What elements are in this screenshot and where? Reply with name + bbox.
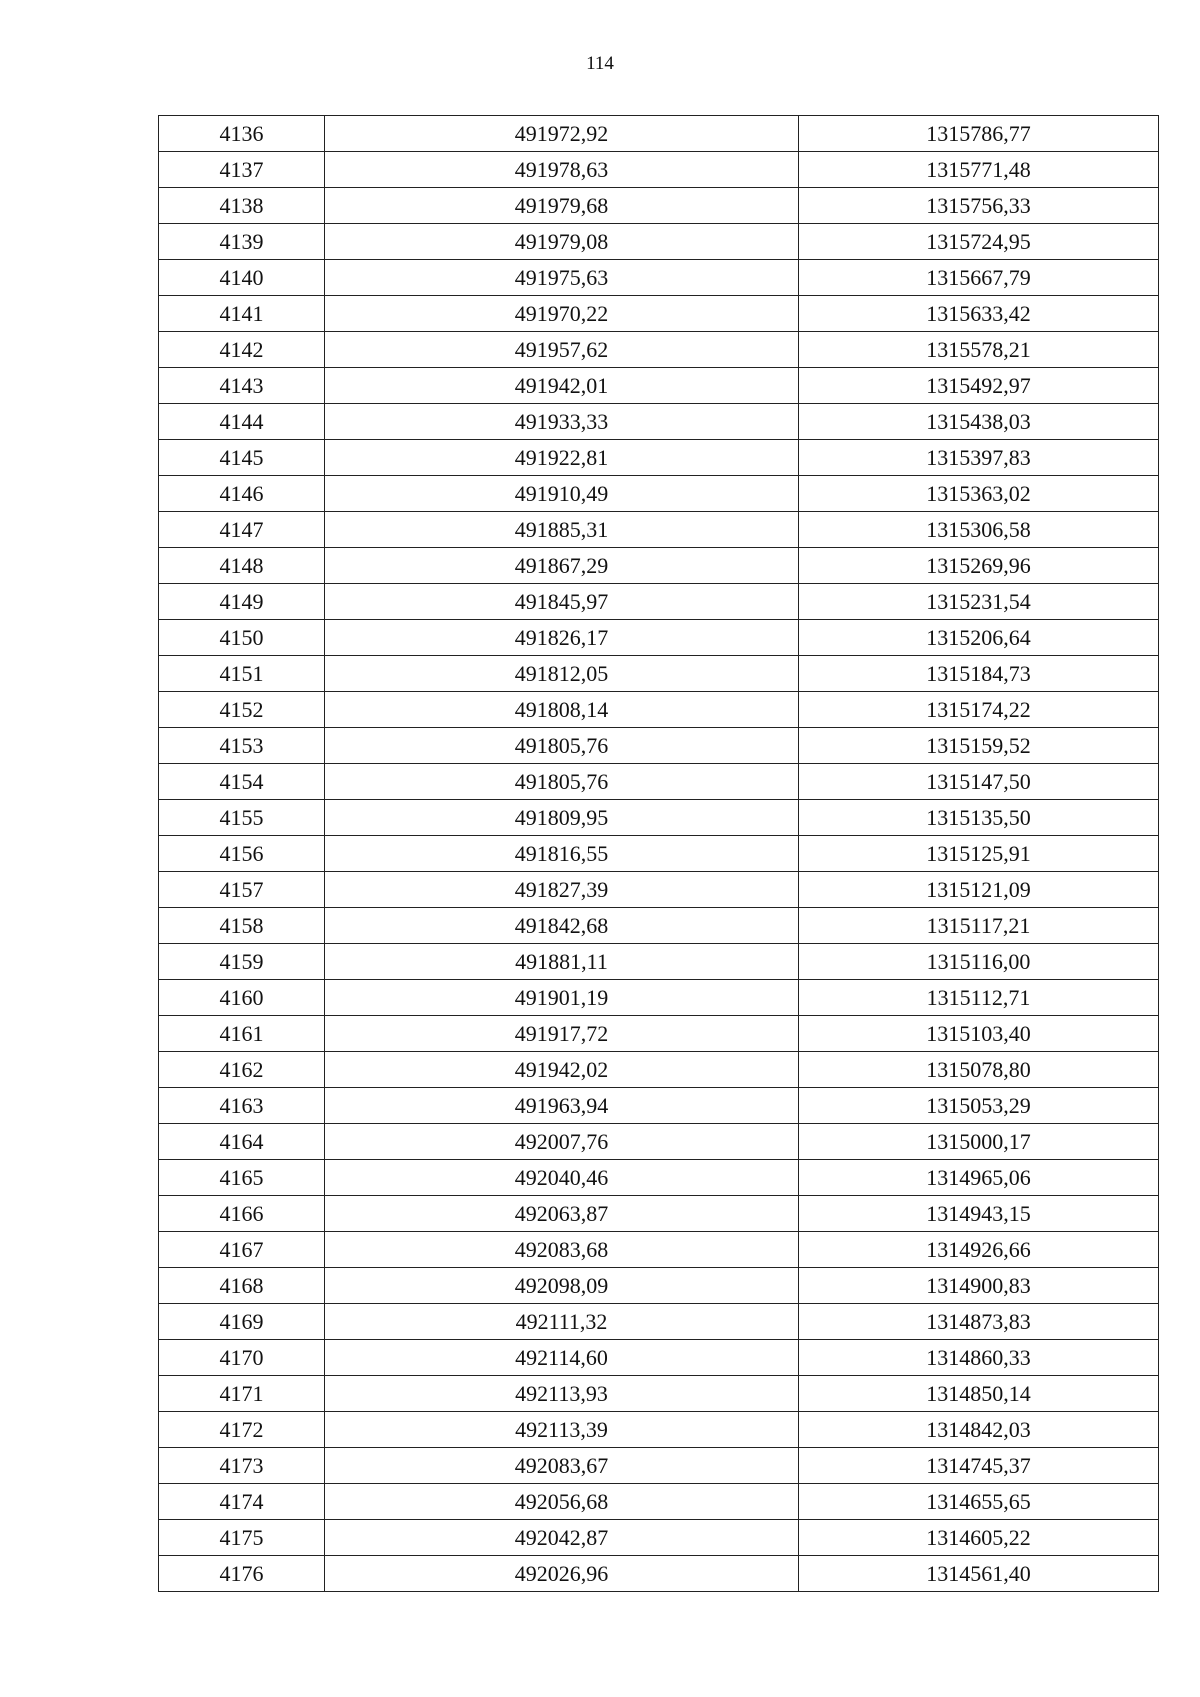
- y-coordinate-cell: 1315786,77: [799, 116, 1159, 152]
- point-number-cell: 4165: [159, 1160, 325, 1196]
- x-coordinate-cell: 492042,87: [325, 1520, 799, 1556]
- y-coordinate-cell: 1315438,03: [799, 404, 1159, 440]
- x-coordinate-cell: 491910,49: [325, 476, 799, 512]
- point-number-cell: 4170: [159, 1340, 325, 1376]
- y-coordinate-cell: 1315306,58: [799, 512, 1159, 548]
- y-coordinate-cell: 1315078,80: [799, 1052, 1159, 1088]
- x-coordinate-cell: 491885,31: [325, 512, 799, 548]
- point-number-cell: 4138: [159, 188, 325, 224]
- x-coordinate-cell: 492007,76: [325, 1124, 799, 1160]
- point-number-cell: 4154: [159, 764, 325, 800]
- table-row: [159, 476, 1159, 512]
- y-coordinate-cell: 1315103,40: [799, 1016, 1159, 1052]
- point-number-cell: 4159: [159, 944, 325, 980]
- point-number-cell: 4175: [159, 1520, 325, 1556]
- table-row: [159, 1088, 1159, 1124]
- table-row: [159, 944, 1159, 980]
- y-coordinate-cell: 1315363,02: [799, 476, 1159, 512]
- point-number-cell: 4151: [159, 656, 325, 692]
- point-number-cell: 4174: [159, 1484, 325, 1520]
- y-coordinate-cell: 1314655,65: [799, 1484, 1159, 1520]
- y-coordinate-cell: 1315184,73: [799, 656, 1159, 692]
- x-coordinate-cell: 492083,68: [325, 1232, 799, 1268]
- y-coordinate-cell: 1314745,37: [799, 1448, 1159, 1484]
- y-coordinate-cell: 1315174,22: [799, 692, 1159, 728]
- table-row: [159, 728, 1159, 764]
- y-coordinate-cell: 1314926,66: [799, 1232, 1159, 1268]
- point-number-cell: 4155: [159, 800, 325, 836]
- table-row: [159, 620, 1159, 656]
- point-number-cell: 4148: [159, 548, 325, 584]
- x-coordinate-cell: 491867,29: [325, 548, 799, 584]
- x-coordinate-cell: 491975,63: [325, 260, 799, 296]
- y-coordinate-cell: 1315121,09: [799, 872, 1159, 908]
- table-row: [159, 872, 1159, 908]
- coordinates-table: [158, 115, 1159, 1592]
- y-coordinate-cell: 1314561,40: [799, 1556, 1159, 1592]
- table-row: [159, 656, 1159, 692]
- table-row: [159, 1196, 1159, 1232]
- point-number-cell: 4140: [159, 260, 325, 296]
- x-coordinate-cell: 491826,17: [325, 620, 799, 656]
- table-row: [159, 1304, 1159, 1340]
- y-coordinate-cell: 1315147,50: [799, 764, 1159, 800]
- x-coordinate-cell: 491942,01: [325, 368, 799, 404]
- point-number-cell: 4158: [159, 908, 325, 944]
- y-coordinate-cell: 1315116,00: [799, 944, 1159, 980]
- point-number-cell: 4172: [159, 1412, 325, 1448]
- x-coordinate-cell: 492026,96: [325, 1556, 799, 1592]
- table-row: [159, 584, 1159, 620]
- table-row: [159, 1268, 1159, 1304]
- point-number-cell: 4162: [159, 1052, 325, 1088]
- point-number-cell: 4173: [159, 1448, 325, 1484]
- x-coordinate-cell: 491963,94: [325, 1088, 799, 1124]
- page-number: 114: [586, 53, 614, 74]
- y-coordinate-cell: 1314943,15: [799, 1196, 1159, 1232]
- point-number-cell: 4144: [159, 404, 325, 440]
- x-coordinate-cell: 491957,62: [325, 332, 799, 368]
- table-row: [159, 548, 1159, 584]
- coordinates-table-body: [159, 116, 1159, 1592]
- y-coordinate-cell: 1314860,33: [799, 1340, 1159, 1376]
- table-row: [159, 188, 1159, 224]
- point-number-cell: 4150: [159, 620, 325, 656]
- table-row: [159, 152, 1159, 188]
- y-coordinate-cell: 1315117,21: [799, 908, 1159, 944]
- table-row: [159, 1412, 1159, 1448]
- y-coordinate-cell: 1314605,22: [799, 1520, 1159, 1556]
- table-row: [159, 296, 1159, 332]
- y-coordinate-cell: 1315492,97: [799, 368, 1159, 404]
- x-coordinate-cell: 491979,68: [325, 188, 799, 224]
- table-row: [159, 1124, 1159, 1160]
- x-coordinate-cell: 491812,05: [325, 656, 799, 692]
- table-row: [159, 440, 1159, 476]
- point-number-cell: 4147: [159, 512, 325, 548]
- y-coordinate-cell: 1314900,83: [799, 1268, 1159, 1304]
- x-coordinate-cell: 491970,22: [325, 296, 799, 332]
- x-coordinate-cell: 492111,32: [325, 1304, 799, 1340]
- x-coordinate-cell: 492056,68: [325, 1484, 799, 1520]
- table-row: [159, 368, 1159, 404]
- y-coordinate-cell: 1314842,03: [799, 1412, 1159, 1448]
- table-row: [159, 764, 1159, 800]
- table-row: [159, 836, 1159, 872]
- point-number-cell: 4157: [159, 872, 325, 908]
- table-row: [159, 512, 1159, 548]
- point-number-cell: 4152: [159, 692, 325, 728]
- x-coordinate-cell: 491808,14: [325, 692, 799, 728]
- y-coordinate-cell: 1315053,29: [799, 1088, 1159, 1124]
- table-row: [159, 332, 1159, 368]
- point-number-cell: 4171: [159, 1376, 325, 1412]
- point-number-cell: 4149: [159, 584, 325, 620]
- table-row: [159, 116, 1159, 152]
- y-coordinate-cell: 1315397,83: [799, 440, 1159, 476]
- y-coordinate-cell: 1315771,48: [799, 152, 1159, 188]
- point-number-cell: 4156: [159, 836, 325, 872]
- point-number-cell: 4143: [159, 368, 325, 404]
- x-coordinate-cell: 492083,67: [325, 1448, 799, 1484]
- point-number-cell: 4164: [159, 1124, 325, 1160]
- x-coordinate-cell: 491922,81: [325, 440, 799, 476]
- table-row: [159, 224, 1159, 260]
- y-coordinate-cell: 1315667,79: [799, 260, 1159, 296]
- x-coordinate-cell: 492114,60: [325, 1340, 799, 1376]
- point-number-cell: 4167: [159, 1232, 325, 1268]
- y-coordinate-cell: 1315269,96: [799, 548, 1159, 584]
- x-coordinate-cell: 491942,02: [325, 1052, 799, 1088]
- table-row: [159, 404, 1159, 440]
- x-coordinate-cell: 492040,46: [325, 1160, 799, 1196]
- y-coordinate-cell: 1315578,21: [799, 332, 1159, 368]
- point-number-cell: 4163: [159, 1088, 325, 1124]
- point-number-cell: 4176: [159, 1556, 325, 1592]
- point-number-cell: 4141: [159, 296, 325, 332]
- x-coordinate-cell: 491805,76: [325, 728, 799, 764]
- point-number-cell: 4153: [159, 728, 325, 764]
- x-coordinate-cell: 492098,09: [325, 1268, 799, 1304]
- x-coordinate-cell: 491972,92: [325, 116, 799, 152]
- table-row: [159, 1376, 1159, 1412]
- point-number-cell: 4137: [159, 152, 325, 188]
- y-coordinate-cell: 1315231,54: [799, 584, 1159, 620]
- table-row: [159, 1232, 1159, 1268]
- y-coordinate-cell: 1315724,95: [799, 224, 1159, 260]
- point-number-cell: 4166: [159, 1196, 325, 1232]
- point-number-cell: 4161: [159, 1016, 325, 1052]
- point-number-cell: 4145: [159, 440, 325, 476]
- point-number-cell: 4160: [159, 980, 325, 1016]
- y-coordinate-cell: 1315633,42: [799, 296, 1159, 332]
- point-number-cell: 4136: [159, 116, 325, 152]
- table-row: [159, 1484, 1159, 1520]
- x-coordinate-cell: 491978,63: [325, 152, 799, 188]
- table-row: [159, 800, 1159, 836]
- y-coordinate-cell: 1315125,91: [799, 836, 1159, 872]
- table-row: [159, 1448, 1159, 1484]
- table-row: [159, 1016, 1159, 1052]
- x-coordinate-cell: 491845,97: [325, 584, 799, 620]
- x-coordinate-cell: 492113,39: [325, 1412, 799, 1448]
- y-coordinate-cell: 1315135,50: [799, 800, 1159, 836]
- x-coordinate-cell: 491842,68: [325, 908, 799, 944]
- x-coordinate-cell: 491809,95: [325, 800, 799, 836]
- point-number-cell: 4139: [159, 224, 325, 260]
- y-coordinate-cell: 1315206,64: [799, 620, 1159, 656]
- table-row: [159, 980, 1159, 1016]
- x-coordinate-cell: 491933,33: [325, 404, 799, 440]
- point-number-cell: 4146: [159, 476, 325, 512]
- y-coordinate-cell: 1314873,83: [799, 1304, 1159, 1340]
- point-number-cell: 4168: [159, 1268, 325, 1304]
- y-coordinate-cell: 1315112,71: [799, 980, 1159, 1016]
- x-coordinate-cell: 491881,11: [325, 944, 799, 980]
- table-row: [159, 1052, 1159, 1088]
- x-coordinate-cell: 492063,87: [325, 1196, 799, 1232]
- table-row: [159, 908, 1159, 944]
- y-coordinate-cell: 1315000,17: [799, 1124, 1159, 1160]
- x-coordinate-cell: 491979,08: [325, 224, 799, 260]
- y-coordinate-cell: 1314965,06: [799, 1160, 1159, 1196]
- x-coordinate-cell: 491917,72: [325, 1016, 799, 1052]
- y-coordinate-cell: 1314850,14: [799, 1376, 1159, 1412]
- x-coordinate-cell: 491805,76: [325, 764, 799, 800]
- table-row: [159, 260, 1159, 296]
- point-number-cell: 4169: [159, 1304, 325, 1340]
- table-row: [159, 1520, 1159, 1556]
- x-coordinate-cell: 491901,19: [325, 980, 799, 1016]
- x-coordinate-cell: 492113,93: [325, 1376, 799, 1412]
- table-row: [159, 692, 1159, 728]
- point-number-cell: 4142: [159, 332, 325, 368]
- table-row: [159, 1556, 1159, 1592]
- y-coordinate-cell: 1315756,33: [799, 188, 1159, 224]
- x-coordinate-cell: 491827,39: [325, 872, 799, 908]
- y-coordinate-cell: 1315159,52: [799, 728, 1159, 764]
- x-coordinate-cell: 491816,55: [325, 836, 799, 872]
- table-row: [159, 1160, 1159, 1196]
- table-row: [159, 1340, 1159, 1376]
